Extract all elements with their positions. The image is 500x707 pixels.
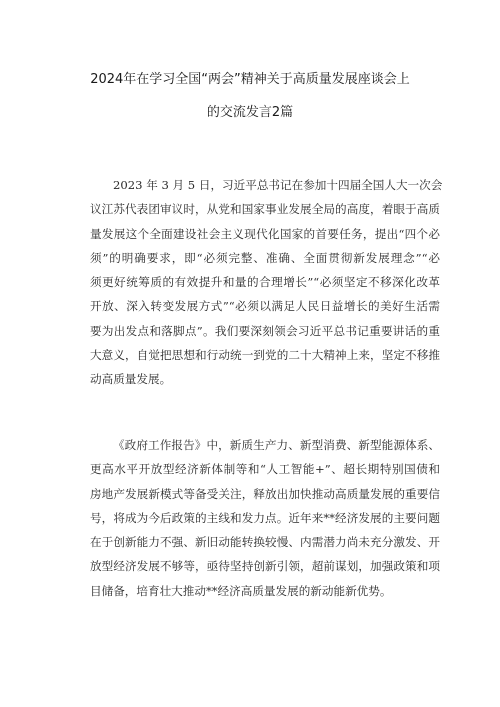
paragraph-line: 放型经济发展不够等，亟待坚持创新引领，超前谋划，加强政策和项 — [90, 559, 440, 574]
paragraph-line: 须更好统筹质的有效提升和量的合理增长”“必须坚定不移深化改革 — [90, 275, 440, 290]
paragraph-line: 量发展这个全面建设社会主义现代化国家的首要任务，提出“四个必 — [90, 226, 440, 241]
paragraph-line: 须”的明确要求，即“必须完整、准确、全面贯彻新发展理念”“必 — [90, 250, 440, 265]
paragraph-line: 《政府工作报告》中，新质生产力、新型消费、新型能源体系、 — [113, 438, 440, 452]
paragraph-line: 大意义，自觉把思想和行动统一到党的二十大精神上来，坚定不移推 — [90, 348, 440, 363]
paragraph-line: 议江苏代表团审议时，从党和国家事业发展全局的高度，着眼于高质 — [90, 202, 440, 217]
document-title-line-1: 2024年在学习全国“两会”精神关于高质量发展座谈会上 — [90, 72, 410, 87]
paragraph-2 — [90, 433, 440, 603]
paragraph-line: 号，将成为今后政策的主线和发力点。近年来**经济发展的主要问题 — [90, 510, 440, 525]
paragraph-line: 在于创新能力不强、新旧动能转换较慢、内需潜力尚未充分激发、开 — [90, 535, 440, 550]
paragraph-line: 2023 年 3 月 5 日，习近平总书记在参加十四届全国人大一次会 — [113, 178, 443, 192]
paragraph-line: 要为出发点和落脚点”。我们要深刻领会习近平总书记重要讲话的重 — [90, 323, 440, 338]
paragraph-line: 目储备，培育壮大推动**经济高质量发展的新动能新优势。 — [90, 583, 392, 598]
paragraph-line: 动高质量发展。 — [90, 372, 172, 387]
paragraph-1 — [90, 173, 443, 392]
paragraph-line: 房地产发展新模式等备受关注，释放出加快推动高质量发展的重要信 — [90, 486, 440, 501]
paragraph-line: 更高水平开放型经济新体制等和“人工智能+”、超长期特别国债和 — [90, 462, 440, 477]
paragraph-line: 开放、深入转变发展方式”“必须以满足人民日益增长的美好生活需 — [90, 299, 440, 314]
document-title-line-2: 的交流发言2篇 — [206, 105, 294, 120]
